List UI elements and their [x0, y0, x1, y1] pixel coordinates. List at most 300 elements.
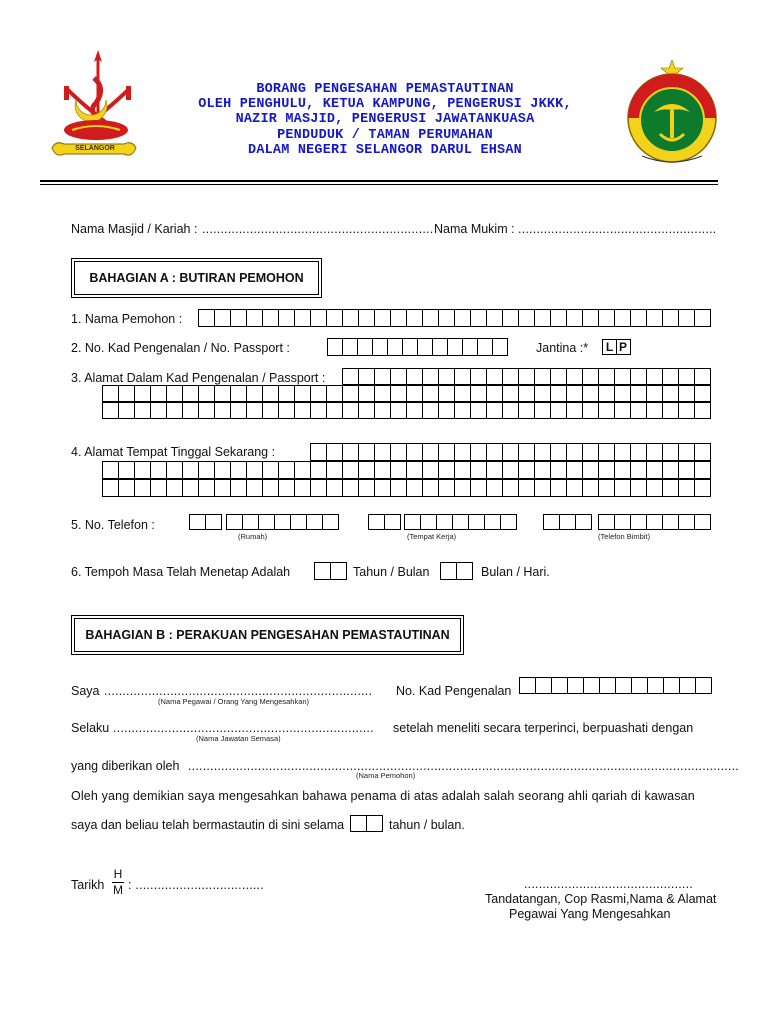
- char-box[interactable]: [135, 479, 151, 497]
- char-box[interactable]: [375, 479, 391, 497]
- char-box[interactable]: [327, 443, 343, 461]
- tempoh-tahun-boxes[interactable]: [314, 562, 347, 580]
- char-box[interactable]: [231, 461, 247, 479]
- alamat-sekarang-row-3[interactable]: [102, 479, 711, 497]
- char-box[interactable]: [615, 461, 631, 479]
- char-box[interactable]: [471, 461, 487, 479]
- char-box[interactable]: [391, 309, 407, 327]
- char-box[interactable]: [263, 385, 279, 402]
- char-box[interactable]: [503, 385, 519, 402]
- char-box[interactable]: [231, 309, 247, 327]
- char-box[interactable]: [631, 443, 647, 461]
- char-box[interactable]: [119, 461, 135, 479]
- char-box[interactable]: [343, 385, 359, 402]
- char-box[interactable]: [199, 479, 215, 497]
- char-box[interactable]: [584, 677, 600, 694]
- char-box[interactable]: [567, 309, 583, 327]
- char-box[interactable]: [647, 479, 663, 497]
- char-box[interactable]: [680, 677, 696, 694]
- char-box[interactable]: [307, 514, 323, 530]
- char-box[interactable]: [388, 338, 403, 356]
- char-box[interactable]: [199, 402, 215, 419]
- char-box[interactable]: [206, 514, 222, 530]
- char-box[interactable]: [441, 562, 457, 580]
- char-box[interactable]: [437, 514, 453, 530]
- char-box[interactable]: [503, 309, 519, 327]
- char-box[interactable]: [535, 385, 551, 402]
- char-box[interactable]: [359, 368, 375, 385]
- ic-passport-boxes[interactable]: [327, 338, 508, 356]
- char-box[interactable]: [385, 514, 401, 530]
- char-box[interactable]: [183, 461, 199, 479]
- char-box[interactable]: [391, 402, 407, 419]
- char-box[interactable]: [151, 479, 167, 497]
- char-box[interactable]: [391, 368, 407, 385]
- char-box[interactable]: [231, 402, 247, 419]
- char-box[interactable]: [599, 479, 615, 497]
- char-box[interactable]: [567, 402, 583, 419]
- char-box[interactable]: [343, 443, 359, 461]
- char-box[interactable]: [535, 368, 551, 385]
- char-box[interactable]: [215, 461, 231, 479]
- char-box[interactable]: [407, 461, 423, 479]
- char-box[interactable]: [463, 338, 478, 356]
- char-box[interactable]: [599, 309, 615, 327]
- char-box[interactable]: [471, 479, 487, 497]
- char-box[interactable]: [375, 309, 391, 327]
- char-box[interactable]: [647, 443, 663, 461]
- char-box[interactable]: [375, 402, 391, 419]
- char-box[interactable]: [503, 402, 519, 419]
- char-box[interactable]: [576, 514, 592, 530]
- char-box[interactable]: [359, 385, 375, 402]
- char-box[interactable]: [119, 385, 135, 402]
- char-box[interactable]: [631, 309, 647, 327]
- char-box[interactable]: [423, 443, 439, 461]
- char-box[interactable]: [679, 514, 695, 530]
- char-box[interactable]: [471, 402, 487, 419]
- char-box[interactable]: [471, 443, 487, 461]
- char-box[interactable]: [615, 385, 631, 402]
- gender-options[interactable]: [602, 339, 629, 355]
- char-box[interactable]: [359, 461, 375, 479]
- char-box[interactable]: [551, 309, 567, 327]
- char-box[interactable]: [599, 368, 615, 385]
- char-box[interactable]: [343, 461, 359, 479]
- char-box[interactable]: [615, 443, 631, 461]
- char-box[interactable]: [487, 479, 503, 497]
- char-box[interactable]: [551, 461, 567, 479]
- char-box[interactable]: [568, 677, 584, 694]
- char-box[interactable]: [439, 402, 455, 419]
- alamat-ic-row-1[interactable]: [342, 368, 711, 385]
- char-box[interactable]: [369, 514, 385, 530]
- char-box[interactable]: [695, 385, 711, 402]
- char-box[interactable]: [544, 514, 560, 530]
- char-box[interactable]: [631, 461, 647, 479]
- char-box[interactable]: [583, 479, 599, 497]
- gender-l-box[interactable]: L: [602, 339, 617, 355]
- char-box[interactable]: [455, 309, 471, 327]
- char-box[interactable]: [647, 514, 663, 530]
- char-box[interactable]: [231, 385, 247, 402]
- char-box[interactable]: [423, 368, 439, 385]
- char-box[interactable]: [648, 677, 664, 694]
- char-box[interactable]: [519, 385, 535, 402]
- char-box[interactable]: [695, 368, 711, 385]
- char-box[interactable]: [247, 385, 263, 402]
- char-box[interactable]: [647, 461, 663, 479]
- char-box[interactable]: [279, 402, 295, 419]
- char-box[interactable]: [485, 514, 501, 530]
- char-box[interactable]: [418, 338, 433, 356]
- char-box[interactable]: [103, 461, 119, 479]
- char-box[interactable]: [167, 402, 183, 419]
- char-box[interactable]: [439, 461, 455, 479]
- char-box[interactable]: [215, 385, 231, 402]
- phone-kerja-boxes[interactable]: [404, 514, 517, 530]
- char-box[interactable]: [407, 368, 423, 385]
- char-box[interactable]: [391, 385, 407, 402]
- char-box[interactable]: [405, 514, 421, 530]
- char-box[interactable]: [487, 461, 503, 479]
- nama-pemohon-boxes[interactable]: [198, 309, 711, 327]
- char-box[interactable]: [599, 443, 615, 461]
- alamat-sekarang-row-1[interactable]: [310, 443, 711, 461]
- char-box[interactable]: [679, 443, 695, 461]
- yang-diberikan-field[interactable]: ......................................................................................................................................................: [188, 759, 739, 773]
- char-box[interactable]: [599, 385, 615, 402]
- char-box[interactable]: [583, 402, 599, 419]
- char-box[interactable]: [631, 368, 647, 385]
- char-box[interactable]: [243, 514, 259, 530]
- char-box[interactable]: [583, 461, 599, 479]
- char-box[interactable]: [295, 461, 311, 479]
- char-box[interactable]: [423, 309, 439, 327]
- char-box[interactable]: [323, 514, 339, 530]
- char-box[interactable]: [343, 479, 359, 497]
- mukim-field[interactable]: ......................................................: [518, 222, 717, 236]
- char-box[interactable]: [263, 461, 279, 479]
- char-box[interactable]: [183, 385, 199, 402]
- char-box[interactable]: [455, 385, 471, 402]
- char-box[interactable]: [679, 402, 695, 419]
- char-box[interactable]: [599, 402, 615, 419]
- char-box[interactable]: [583, 368, 599, 385]
- char-box[interactable]: [327, 402, 343, 419]
- char-box[interactable]: [247, 309, 263, 327]
- char-box[interactable]: [663, 385, 679, 402]
- char-box[interactable]: [679, 368, 695, 385]
- char-box[interactable]: [315, 562, 331, 580]
- phone-rumah-boxes[interactable]: [226, 514, 339, 530]
- char-box[interactable]: [551, 443, 567, 461]
- char-box[interactable]: [423, 402, 439, 419]
- char-box[interactable]: [328, 338, 343, 356]
- signature-field[interactable]: ..............................................: [524, 877, 693, 891]
- char-box[interactable]: [190, 514, 206, 530]
- char-box[interactable]: [403, 338, 418, 356]
- char-box[interactable]: [471, 368, 487, 385]
- char-box[interactable]: [421, 514, 437, 530]
- char-box[interactable]: [375, 461, 391, 479]
- phone-rumah-code-boxes[interactable]: [189, 514, 222, 530]
- char-box[interactable]: [439, 309, 455, 327]
- char-box[interactable]: [663, 514, 679, 530]
- char-box[interactable]: [695, 443, 711, 461]
- char-box[interactable]: [455, 368, 471, 385]
- char-box[interactable]: [551, 402, 567, 419]
- char-box[interactable]: [263, 309, 279, 327]
- phone-kerja-code-boxes[interactable]: [368, 514, 401, 530]
- char-box[interactable]: [560, 514, 576, 530]
- char-box[interactable]: [600, 677, 616, 694]
- char-box[interactable]: [631, 385, 647, 402]
- char-box[interactable]: [295, 385, 311, 402]
- char-box[interactable]: [615, 309, 631, 327]
- char-box[interactable]: [519, 368, 535, 385]
- char-box[interactable]: [647, 368, 663, 385]
- char-box[interactable]: [631, 402, 647, 419]
- gender-p-box[interactable]: P: [616, 339, 631, 355]
- char-box[interactable]: [679, 309, 695, 327]
- char-box[interactable]: [343, 338, 358, 356]
- char-box[interactable]: [501, 514, 517, 530]
- char-box[interactable]: [373, 338, 388, 356]
- char-box[interactable]: [407, 385, 423, 402]
- char-box[interactable]: [520, 677, 536, 694]
- char-box[interactable]: [359, 443, 375, 461]
- char-box[interactable]: [455, 479, 471, 497]
- char-box[interactable]: [291, 514, 307, 530]
- char-box[interactable]: [343, 368, 359, 385]
- char-box[interactable]: [327, 479, 343, 497]
- char-box[interactable]: [647, 385, 663, 402]
- char-box[interactable]: [407, 402, 423, 419]
- char-box[interactable]: [263, 479, 279, 497]
- char-box[interactable]: [535, 479, 551, 497]
- char-box[interactable]: [647, 309, 663, 327]
- char-box[interactable]: [247, 479, 263, 497]
- char-box[interactable]: [359, 479, 375, 497]
- char-box[interactable]: [616, 677, 632, 694]
- char-box[interactable]: [367, 815, 383, 832]
- alamat-sekarang-row-2[interactable]: [102, 461, 711, 479]
- char-box[interactable]: [439, 443, 455, 461]
- char-box[interactable]: [263, 402, 279, 419]
- char-box[interactable]: [567, 479, 583, 497]
- char-box[interactable]: [215, 402, 231, 419]
- char-box[interactable]: [311, 479, 327, 497]
- char-box[interactable]: [103, 402, 119, 419]
- char-box[interactable]: [478, 338, 493, 356]
- kad-pengenalan-boxes[interactable]: [519, 677, 712, 694]
- char-box[interactable]: [327, 309, 343, 327]
- phone-bimbit-boxes[interactable]: [598, 514, 711, 530]
- char-box[interactable]: [327, 461, 343, 479]
- char-box[interactable]: [391, 443, 407, 461]
- char-box[interactable]: [551, 368, 567, 385]
- char-box[interactable]: [599, 514, 615, 530]
- char-box[interactable]: [151, 402, 167, 419]
- char-box[interactable]: [503, 461, 519, 479]
- char-box[interactable]: [535, 309, 551, 327]
- char-box[interactable]: [199, 461, 215, 479]
- char-box[interactable]: [327, 385, 343, 402]
- char-box[interactable]: [311, 385, 327, 402]
- char-box[interactable]: [493, 338, 508, 356]
- char-box[interactable]: [119, 402, 135, 419]
- char-box[interactable]: [375, 443, 391, 461]
- char-box[interactable]: [167, 479, 183, 497]
- char-box[interactable]: [631, 479, 647, 497]
- char-box[interactable]: [551, 479, 567, 497]
- char-box[interactable]: [679, 479, 695, 497]
- char-box[interactable]: [503, 443, 519, 461]
- char-box[interactable]: [663, 368, 679, 385]
- char-box[interactable]: [275, 514, 291, 530]
- char-box[interactable]: [695, 309, 711, 327]
- char-box[interactable]: [455, 461, 471, 479]
- char-box[interactable]: [695, 514, 711, 530]
- char-box[interactable]: [615, 514, 631, 530]
- char-box[interactable]: [535, 461, 551, 479]
- char-box[interactable]: [615, 402, 631, 419]
- char-box[interactable]: [663, 309, 679, 327]
- tarikh-field[interactable]: : ...................................: [128, 878, 264, 892]
- char-box[interactable]: [407, 479, 423, 497]
- char-box[interactable]: [183, 479, 199, 497]
- char-box[interactable]: [135, 402, 151, 419]
- char-box[interactable]: [439, 385, 455, 402]
- char-box[interactable]: [311, 443, 327, 461]
- char-box[interactable]: [359, 402, 375, 419]
- char-box[interactable]: [375, 385, 391, 402]
- char-box[interactable]: [295, 309, 311, 327]
- char-box[interactable]: [375, 368, 391, 385]
- char-box[interactable]: [679, 461, 695, 479]
- char-box[interactable]: [103, 385, 119, 402]
- char-box[interactable]: [663, 479, 679, 497]
- char-box[interactable]: [503, 479, 519, 497]
- char-box[interactable]: [279, 479, 295, 497]
- char-box[interactable]: [663, 402, 679, 419]
- char-box[interactable]: [487, 385, 503, 402]
- char-box[interactable]: [391, 461, 407, 479]
- char-box[interactable]: [343, 309, 359, 327]
- char-box[interactable]: [663, 461, 679, 479]
- char-box[interactable]: [551, 385, 567, 402]
- char-box[interactable]: [167, 385, 183, 402]
- char-box[interactable]: [535, 402, 551, 419]
- char-box[interactable]: [519, 402, 535, 419]
- char-box[interactable]: [439, 368, 455, 385]
- tempoh-bulan-boxes[interactable]: [440, 562, 473, 580]
- char-box[interactable]: [469, 514, 485, 530]
- char-box[interactable]: [583, 385, 599, 402]
- char-box[interactable]: [247, 461, 263, 479]
- char-box[interactable]: [519, 461, 535, 479]
- char-box[interactable]: [632, 677, 648, 694]
- char-box[interactable]: [599, 461, 615, 479]
- char-box[interactable]: [535, 443, 551, 461]
- char-box[interactable]: [231, 479, 247, 497]
- char-box[interactable]: [664, 677, 680, 694]
- char-box[interactable]: [119, 479, 135, 497]
- char-box[interactable]: [151, 461, 167, 479]
- char-box[interactable]: [247, 402, 263, 419]
- char-box[interactable]: [471, 309, 487, 327]
- alamat-ic-row-3[interactable]: [102, 402, 711, 419]
- char-box[interactable]: [519, 443, 535, 461]
- char-box[interactable]: [457, 562, 473, 580]
- masjid-field[interactable]: ...............................................................: [202, 222, 434, 236]
- char-box[interactable]: [103, 479, 119, 497]
- char-box[interactable]: [583, 309, 599, 327]
- char-box[interactable]: [487, 368, 503, 385]
- char-box[interactable]: [423, 479, 439, 497]
- char-box[interactable]: [471, 385, 487, 402]
- char-box[interactable]: [695, 461, 711, 479]
- char-box[interactable]: [423, 461, 439, 479]
- selaku-field[interactable]: .......................................................................: [113, 721, 374, 735]
- char-box[interactable]: [567, 461, 583, 479]
- char-box[interactable]: [647, 402, 663, 419]
- char-box[interactable]: [407, 309, 423, 327]
- char-box[interactable]: [279, 309, 295, 327]
- char-box[interactable]: [295, 479, 311, 497]
- char-box[interactable]: [227, 514, 243, 530]
- char-box[interactable]: [358, 338, 373, 356]
- char-box[interactable]: [183, 402, 199, 419]
- char-box[interactable]: [135, 385, 151, 402]
- char-box[interactable]: [487, 309, 503, 327]
- char-box[interactable]: [615, 479, 631, 497]
- char-box[interactable]: [455, 443, 471, 461]
- saya-field[interactable]: .........................................................................: [104, 684, 373, 698]
- char-box[interactable]: [279, 461, 295, 479]
- char-box[interactable]: [487, 443, 503, 461]
- char-box[interactable]: [453, 514, 469, 530]
- char-box[interactable]: [567, 385, 583, 402]
- char-box[interactable]: [199, 385, 215, 402]
- char-box[interactable]: [135, 461, 151, 479]
- char-box[interactable]: [439, 479, 455, 497]
- char-box[interactable]: [696, 677, 712, 694]
- char-box[interactable]: [167, 461, 183, 479]
- selama-tahun-boxes[interactable]: [350, 815, 383, 832]
- alamat-ic-row-2[interactable]: [102, 385, 711, 402]
- char-box[interactable]: [552, 677, 568, 694]
- char-box[interactable]: [343, 402, 359, 419]
- char-box[interactable]: [615, 368, 631, 385]
- char-box[interactable]: [151, 385, 167, 402]
- char-box[interactable]: [503, 368, 519, 385]
- char-box[interactable]: [215, 479, 231, 497]
- char-box[interactable]: [433, 338, 448, 356]
- char-box[interactable]: [631, 514, 647, 530]
- char-box[interactable]: [695, 402, 711, 419]
- char-box[interactable]: [311, 402, 327, 419]
- char-box[interactable]: [215, 309, 231, 327]
- char-box[interactable]: [279, 385, 295, 402]
- char-box[interactable]: [259, 514, 275, 530]
- char-box[interactable]: [663, 443, 679, 461]
- char-box[interactable]: [455, 402, 471, 419]
- char-box[interactable]: [487, 402, 503, 419]
- char-box[interactable]: [351, 815, 367, 832]
- char-box[interactable]: [536, 677, 552, 694]
